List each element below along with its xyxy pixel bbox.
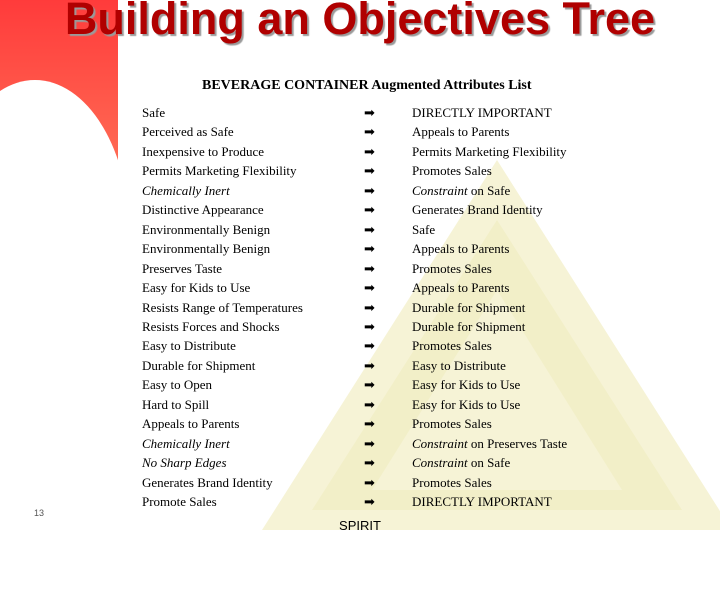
- attribute-text: Resists Range of Temperatures: [142, 299, 303, 315]
- relation-text: Promotes Sales: [412, 338, 492, 354]
- list-item: [142, 142, 612, 161]
- attribute-text: Chemically Inert: [142, 435, 230, 451]
- relation-text: Easy for Kids to Use: [412, 377, 521, 393]
- list-item: [142, 278, 612, 297]
- list-item: [142, 395, 612, 414]
- attribute-text: Easy for Kids to Use: [142, 280, 251, 296]
- relation-text: Appeals to Parents: [412, 241, 510, 257]
- list-item: [142, 220, 612, 239]
- relation-text: Durable for Shipment: [412, 318, 526, 334]
- attribute-text: Inexpensive to Produce: [142, 143, 265, 159]
- list-item: [142, 336, 612, 355]
- attribute-text: Permits Marketing Flexibility: [142, 163, 297, 179]
- attribute-text: Distinctive Appearance: [142, 202, 264, 218]
- attribute-text: Easy to Open: [142, 377, 213, 393]
- attribute-text: Appeals to Parents: [142, 416, 240, 432]
- arrow-right-icon: ➡: [364, 357, 375, 373]
- attribute-text: Safe: [142, 105, 166, 120]
- list-item: [142, 375, 612, 394]
- relation-text: DIRECTLY IMPORTANT: [412, 105, 552, 120]
- relation-text: Promotes Sales: [412, 260, 492, 276]
- relation-text: Appeals to Parents: [412, 124, 510, 140]
- arrow-right-icon: ➡: [364, 105, 375, 120]
- relation-text: Durable for Shipment: [412, 299, 526, 315]
- attribute-text: Preserves Taste: [142, 260, 223, 276]
- relation-text: Constraint on Preserves Taste: [412, 435, 568, 451]
- arrow-right-icon: ➡: [364, 455, 375, 471]
- list-item: [142, 356, 612, 375]
- arrow-right-icon: ➡: [364, 494, 375, 509]
- attribute-text: Environmentally Benign: [142, 221, 271, 237]
- attribute-text: Generates Brand Identity: [142, 474, 273, 490]
- relation-text: Appeals to Parents: [412, 280, 510, 296]
- relation-text: DIRECTLY IMPORTANT: [412, 494, 552, 509]
- slide-number: 13: [34, 508, 45, 518]
- list-item: [142, 473, 612, 492]
- relation-text: Constraint on Safe: [412, 182, 511, 198]
- relation-text: Safe: [412, 221, 436, 237]
- attribute-text: Chemically Inert: [142, 182, 230, 198]
- arrow-right-icon: ➡: [364, 474, 375, 490]
- footer-text: SPIRIT: [339, 518, 381, 533]
- arrow-right-icon: ➡: [364, 163, 375, 179]
- relation-text: Promotes Sales: [412, 474, 492, 490]
- arrow-right-icon: ➡: [364, 338, 375, 354]
- attribute-text: Promote Sales: [142, 494, 217, 509]
- relation-text: Generates Brand Identity: [412, 202, 543, 218]
- relation-text: Constraint on Safe: [412, 455, 511, 471]
- arrow-right-icon: ➡: [364, 143, 375, 159]
- attribute-text: No Sharp Edges: [142, 455, 227, 471]
- slide-title: Building an Objectives Tree: [64, 0, 656, 44]
- attribute-text: Durable for Shipment: [142, 357, 256, 373]
- attribute-text: Resists Forces and Shocks: [142, 318, 280, 334]
- relation-text: Permits Marketing Flexibility: [412, 143, 567, 159]
- arrow-right-icon: ➡: [364, 221, 375, 237]
- relation-text: Easy to Distribute: [412, 357, 506, 373]
- list-item: [142, 200, 612, 219]
- relation-text: Promotes Sales: [412, 416, 492, 432]
- list-item: [142, 414, 612, 433]
- relation-text: Promotes Sales: [412, 163, 492, 179]
- list-item: [142, 492, 612, 511]
- arrow-right-icon: ➡: [364, 396, 375, 412]
- relation-text: Easy for Kids to Use: [412, 396, 521, 412]
- list-item: [142, 298, 612, 317]
- arrow-right-icon: ➡: [364, 202, 375, 218]
- list-item: [142, 317, 612, 336]
- arrow-right-icon: ➡: [364, 280, 375, 296]
- list-item: [142, 161, 612, 180]
- arrow-right-icon: ➡: [364, 241, 375, 257]
- arrow-right-icon: ➡: [364, 124, 375, 140]
- list-item: [142, 181, 612, 200]
- arrow-right-icon: ➡: [364, 182, 375, 198]
- arrow-right-icon: ➡: [364, 377, 375, 393]
- list-heading: BEVERAGE CONTAINER Augmented Attributes List: [202, 78, 532, 93]
- list-item: [142, 434, 612, 453]
- list-item: [142, 122, 612, 141]
- arrow-right-icon: ➡: [364, 299, 375, 315]
- attribute-text: Perceived as Safe: [142, 124, 234, 140]
- arrow-right-icon: ➡: [364, 318, 375, 334]
- list-item: [142, 239, 612, 258]
- attribute-text: Easy to Distribute: [142, 338, 236, 354]
- list-item: [142, 259, 612, 278]
- attribute-text: Environmentally Benign: [142, 241, 271, 257]
- list-item: [142, 453, 612, 472]
- arrow-right-icon: ➡: [364, 260, 375, 276]
- attribute-text: Hard to Spill: [142, 396, 210, 412]
- arrow-right-icon: ➡: [364, 435, 375, 451]
- list-item: [142, 103, 612, 122]
- arrow-right-icon: ➡: [364, 416, 375, 432]
